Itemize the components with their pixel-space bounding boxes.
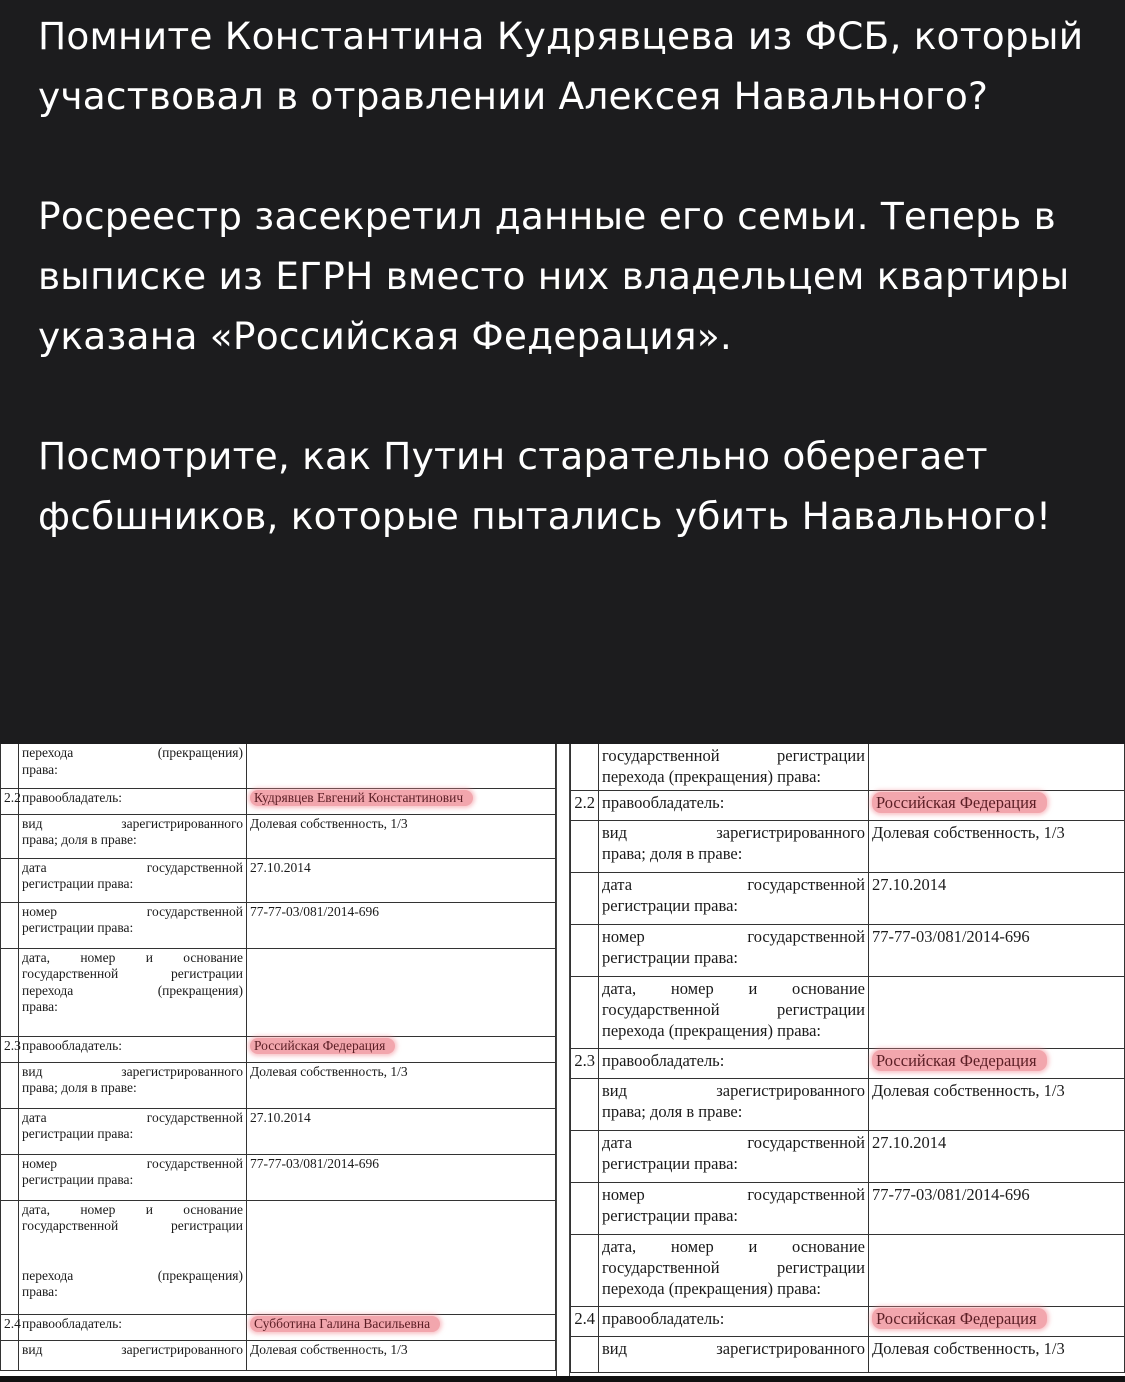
- table-row: [571, 820, 1125, 872]
- date-label: дата государственной регистрации права:: [599, 1130, 869, 1182]
- share-label: вид зарегистрированного права; доля в праве:: [599, 820, 869, 872]
- table-row: 2.3 правообладатель: Российская Федерация: [571, 1048, 1125, 1078]
- highlight-mark: Российская Федерация: [250, 1038, 395, 1055]
- table-row: [571, 1234, 1125, 1306]
- number-label: номер государственной регистрации права:: [19, 902, 247, 948]
- owner-value: [869, 1306, 1125, 1336]
- post-paragraph: Посмотрите, как Путин старательно оберегает фсбшников, которые пытались убить Навального!: [38, 434, 1052, 538]
- basis-label: дата, номер и основание государственной регистрации перехода (прекращения) права:: [599, 976, 869, 1048]
- table-row: [571, 924, 1125, 976]
- table-row: [1, 1062, 556, 1108]
- highlight-mark: Российская Федерация: [872, 1308, 1047, 1329]
- table-row: [571, 1182, 1125, 1234]
- share-label: вид зарегистрированного: [19, 1340, 247, 1370]
- date-value: 27.10.2014: [247, 858, 556, 902]
- date-value: 27.10.2014: [247, 1108, 556, 1154]
- table-row: [1, 948, 556, 1036]
- page-divider: [556, 744, 570, 1382]
- share-value: Долевая собственность, 1/3: [247, 1340, 556, 1370]
- highlight-mark: Российская Федерация: [872, 792, 1047, 813]
- table-row: [571, 1336, 1125, 1372]
- owner-value: [247, 1314, 556, 1340]
- egrn-extract-left: [0, 744, 556, 1371]
- bottom-border: [0, 1376, 1125, 1382]
- number-label: номер государственной регистрации права:: [599, 1182, 869, 1234]
- table-row: [1, 1200, 556, 1314]
- date-label: дата государственной регистрации права:: [599, 872, 869, 924]
- table-row: [571, 1130, 1125, 1182]
- date-value: 27.10.2014: [869, 1130, 1125, 1182]
- table-row: [571, 872, 1125, 924]
- highlight-mark: Российская Федерация: [872, 1050, 1047, 1071]
- number-value: 77-77-03/081/2014-696: [247, 902, 556, 948]
- number-value: 77-77-03/081/2014-696: [869, 924, 1125, 976]
- share-value: Долевая собственность, 1/3: [869, 1336, 1125, 1372]
- table-row: [571, 1078, 1125, 1130]
- table-row: [1, 1340, 556, 1370]
- table-row: [1, 814, 556, 858]
- table-row: 2.4 правообладатель: Субботина Галина Васильевна: [1, 1314, 556, 1340]
- egrn-extract-image: [0, 744, 1125, 1382]
- table-row: [571, 744, 1125, 790]
- basis-label: дата, номер и основание государственной регистрации перехода (прекращения) права:: [599, 1234, 869, 1306]
- share-value: Долевая собственность, 1/3: [869, 1078, 1125, 1130]
- share-label: вид зарегистрированного права; доля в праве:: [599, 1078, 869, 1130]
- owner-label: правообладатель:: [599, 1048, 869, 1078]
- share-value: Долевая собственность, 1/3: [247, 1062, 556, 1108]
- number-value: 77-77-03/081/2014-696: [247, 1154, 556, 1200]
- table-row: [1, 902, 556, 948]
- table-row: [1, 1108, 556, 1154]
- owner-label: правообладатель:: [19, 1314, 247, 1340]
- date-label: дата государственной регистрации права:: [19, 858, 247, 902]
- table-row: 2.3 правообладатель: Российская Федерация: [1, 1036, 556, 1062]
- table-row: [1, 858, 556, 902]
- post-paragraph: Помните Константина Кудрявцева из ФСБ, который участвовал в отравлении Алексея Навального?: [38, 14, 1084, 118]
- egrn-table-right: [570, 744, 1125, 1373]
- number-label: номер государственной регистрации права:: [19, 1154, 247, 1200]
- share-label: вид зарегистрированного права; доля в праве:: [19, 814, 247, 858]
- share-label: вид зарегистрированного: [599, 1336, 869, 1372]
- post-paragraph: Росреестр засекретил данные его семьи. Теперь в выписке из ЕГРН вместо них владельцем квартиры указана «Российская Федерация».: [38, 194, 1070, 358]
- date-label: дата государственной регистрации права:: [19, 1108, 247, 1154]
- basis-label: дата, номер и основание государственной регистрации перехода (прекращения) права:: [19, 948, 247, 1036]
- owner-label: правообладатель:: [599, 1306, 869, 1336]
- basis-label: дата, номер и основание государственной регистрации перехода (прекращения) права:: [19, 1200, 247, 1314]
- table-row: 2.2 правообладатель: Кудрявцев Евгений Константинович: [1, 788, 556, 814]
- table-row: 2.4 правообладатель: Российская Федерация: [571, 1306, 1125, 1336]
- owner-label: правообладатель:: [19, 788, 247, 814]
- owner-label: правообладатель:: [19, 1036, 247, 1062]
- owner-value: [247, 788, 556, 814]
- egrn-extract-right: [570, 744, 1125, 1373]
- owner-value: [869, 1048, 1125, 1078]
- share-label: вид зарегистрированного права; доля в праве:: [19, 1062, 247, 1108]
- share-value: Долевая собственность, 1/3: [247, 814, 556, 858]
- highlight-mark: Кудрявцев Евгений Константинович: [250, 790, 473, 807]
- date-value: 27.10.2014: [869, 872, 1125, 924]
- owner-value: [247, 1036, 556, 1062]
- table-row: [571, 976, 1125, 1048]
- share-value: Долевая собственность, 1/3: [869, 820, 1125, 872]
- owner-value: [869, 790, 1125, 820]
- owner-label: правообладатель:: [599, 790, 869, 820]
- basis-label: государственной регистрации перехода (прекращения) права:: [599, 744, 869, 790]
- number-value: 77-77-03/081/2014-696: [869, 1182, 1125, 1234]
- basis-label: перехода (прекращения) права:: [19, 744, 247, 788]
- table-row: 2.2 правообладатель: Российская Федерация: [571, 790, 1125, 820]
- number-label: номер государственной регистрации права:: [599, 924, 869, 976]
- egrn-table-left: [0, 744, 556, 1371]
- table-row: [1, 1154, 556, 1200]
- table-row: [1, 744, 556, 788]
- highlight-mark: Субботина Галина Васильевна: [250, 1316, 440, 1333]
